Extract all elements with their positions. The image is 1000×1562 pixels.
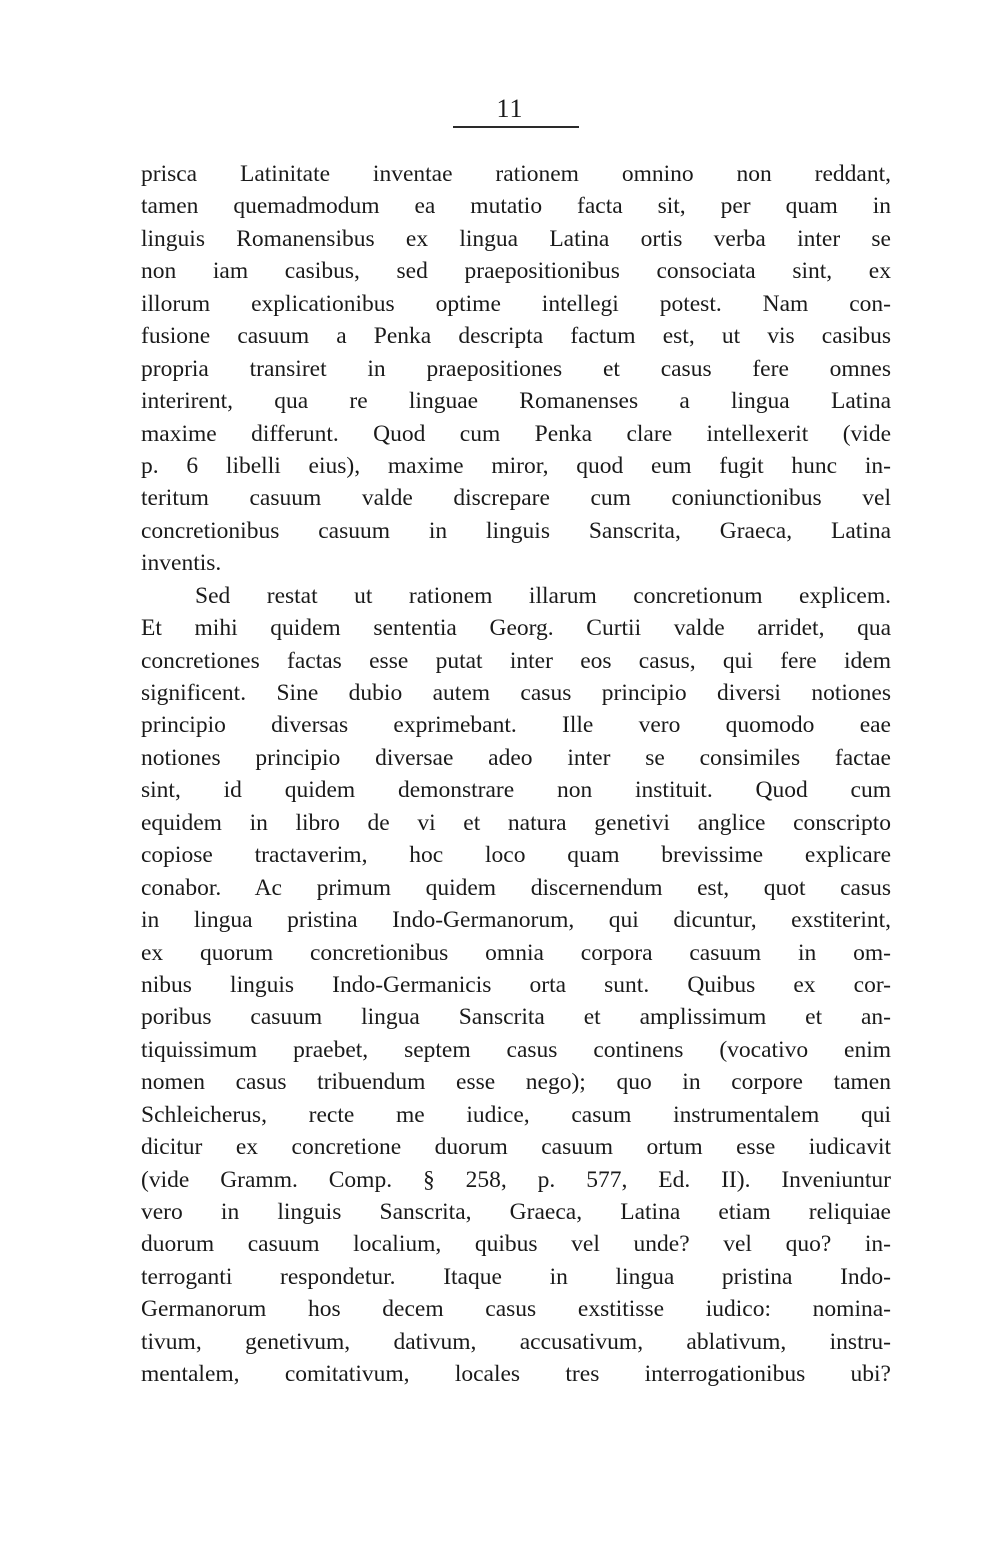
text-line: poribus casuum lingua Sanscrita et amplissimum et an- — [141, 1004, 891, 1031]
text-line: prisca Latinitate inventae rationem omnino non reddant, — [141, 161, 891, 187]
text-line: mentalem, comitativum, locales tres interrogationibus ubi? — [141, 1361, 891, 1388]
text-line: maxime differunt. Quod cum Penka clare intellexerit (vide — [141, 420, 891, 447]
text-line: duorum casuum localium, quibus vel unde? vel quo? in- — [141, 1231, 891, 1258]
text-line: Et mihi quidem sententia Georg. Curtii valde arridet, qua — [141, 615, 891, 642]
text-line: Sed restat ut rationem illarum concretionum explicem. — [195, 582, 891, 609]
text-line: significent. Sine dubio autem casus principio diversi notiones — [141, 680, 891, 706]
text-line: Germanorum hos decem casus exstitisse iudico: nomina- — [141, 1296, 891, 1323]
text-line: principio diversas exprimebant. Ille vero quomodo eae — [141, 712, 891, 739]
text-line: nibus linguis Indo-Germanicis orta sunt. Quibus ex cor- — [141, 971, 891, 998]
text-line: copiose tractaverim, hoc loco quam brevissime explicare — [141, 842, 891, 869]
text-line: propria transiret in praepositiones et casus fere omnes — [141, 355, 891, 382]
text-line: interirent, qua re linguae Romanenses a lingua Latina — [141, 388, 891, 415]
text-line: Schleicherus, recte me iudice, casum instrumentalem qui — [141, 1101, 891, 1128]
text-line: tiquissimum praebet, septem casus continens (vocativo enim — [141, 1036, 891, 1063]
text-line: sint, id quidem demonstrare non instituit. Quod cum — [141, 777, 891, 804]
page-number-rule — [453, 126, 579, 128]
text-line: dicitur ex concretione duorum casuum ortum esse iudicavit — [141, 1134, 891, 1161]
page-number: 11 — [496, 94, 524, 123]
text-line: equidem in libro de vi et natura genetivi anglice conscripto — [141, 809, 891, 836]
text-line: ex quorum concretionibus omnia corpora casuum in om- — [141, 939, 891, 966]
text-line: terroganti respondetur. Itaque in lingua pristina Indo- — [141, 1263, 891, 1290]
text-line: tamen quemadmodum ea mutatio facta sit, per quam in — [141, 193, 891, 220]
text-line: inventis. — [141, 550, 222, 577]
text-line: linguis Romanensibus ex lingua Latina ortis verba inter se — [141, 225, 891, 252]
text-line: concretionibus casuum in linguis Sanscrita, Graeca, Latina — [141, 517, 891, 544]
text-line: teritum casuum valde discrepare cum coniunctionibus vel — [141, 485, 891, 512]
text-line: non iam casibus, sed praepositionibus consociata sint, ex — [141, 258, 891, 285]
text-line: fusione casuum a Penka descripta factum est, ut vis casibus — [141, 323, 891, 350]
text-line: tivum, genetivum, dativum, accusativum, ablativum, instru- — [141, 1328, 891, 1355]
text-line: conabor. Ac primum quidem discernendum est, quot casus — [141, 874, 891, 901]
text-line: concretiones factas esse putat inter eos casus, qui fere idem — [141, 647, 891, 674]
text-line: in lingua pristina Indo-Germanorum, qui dicuntur, exstiterint, — [141, 907, 891, 934]
text-line: vero in linguis Sanscrita, Graeca, Latina etiam reliquiae — [141, 1199, 891, 1225]
text-line: notiones principio diversae adeo inter se consimiles factae — [141, 744, 891, 771]
body-text — [141, 158, 891, 1391]
text-line: illorum explicationibus optime intellegi potest. Nam con- — [141, 290, 891, 317]
text-line: (vide Gramm. Comp. § 258, p. 577, Ed. II). Inveniuntur — [141, 1166, 891, 1193]
text-line: nomen casus tribuendum esse nego); quo in corpore tamen — [141, 1069, 891, 1096]
text-line: p. 6 libelli eius), maxime miror, quod eum fugit hunc in- — [141, 452, 891, 479]
